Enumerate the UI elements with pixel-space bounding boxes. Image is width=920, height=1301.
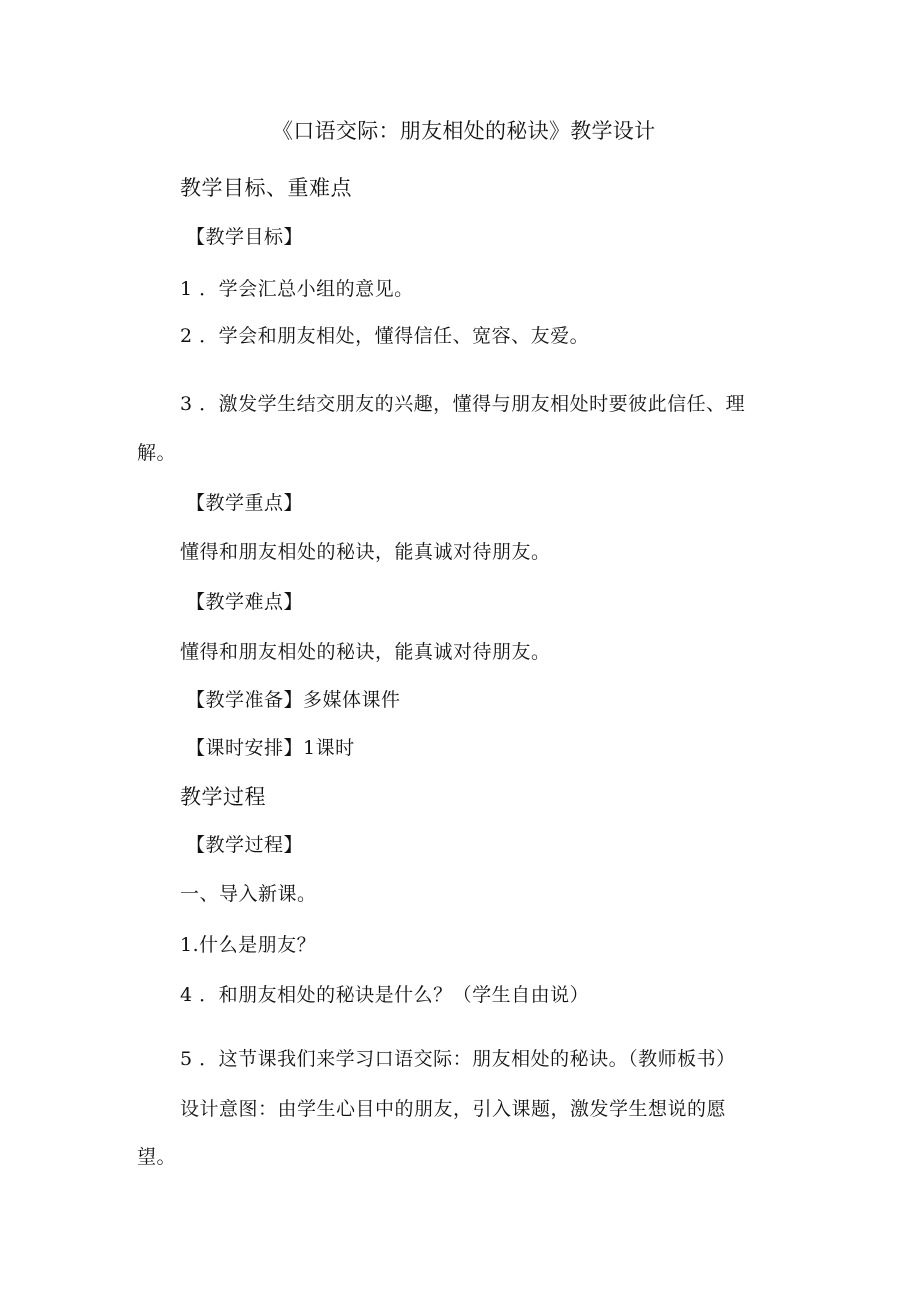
design-intent-line2: 望。 [137,1146,177,1168]
process-item-1: 1.什么是朋友？ [180,934,317,956]
difficulty-text: 懂得和朋友相处的秘诀，能真诚对待朋友。 [180,641,551,663]
document-title: 《口语交际：朋友相处的秘诀》教学设计 [272,119,656,143]
goal-item-2: 2 ．学会和朋友相处，懂得信任、宽容、友爱。 [180,325,590,347]
goal-item-3-line2: 解。 [137,442,177,464]
goal-item-3-line1: 3 ．激发学生结交朋友的兴趣，懂得与朋友相处时要彼此信任、理 [180,393,746,415]
process-item-4: 4 ．和朋友相处的秘诀是什么？（学生自由说） [180,984,590,1006]
goals-label: 【教学目标】 [186,226,304,248]
step-title: 一、导入新课。 [180,883,317,905]
class-schedule: 【课时安排】1课时 [186,737,355,759]
goal-item-1: 1 ．学会汇总小组的意见。 [180,278,414,300]
section-heading-goals: 教学目标、重难点 [180,176,352,200]
design-intent-line1: 设计意图：由学生心目中的朋友，引入课题，激发学生想说的愿 [180,1098,727,1120]
key-points-text: 懂得和朋友相处的秘诀，能真诚对待朋友。 [180,541,551,563]
teaching-prep: 【教学准备】多媒体课件 [186,689,401,711]
section-heading-process: 教学过程 [180,785,266,809]
difficulty-label: 【教学难点】 [186,591,304,613]
key-points-label: 【教学重点】 [186,492,304,514]
process-item-5: 5 ．这节课我们来学习口语交际：朋友相处的秘诀。（教师板书） [180,1048,736,1070]
process-label: 【教学过程】 [186,834,304,856]
